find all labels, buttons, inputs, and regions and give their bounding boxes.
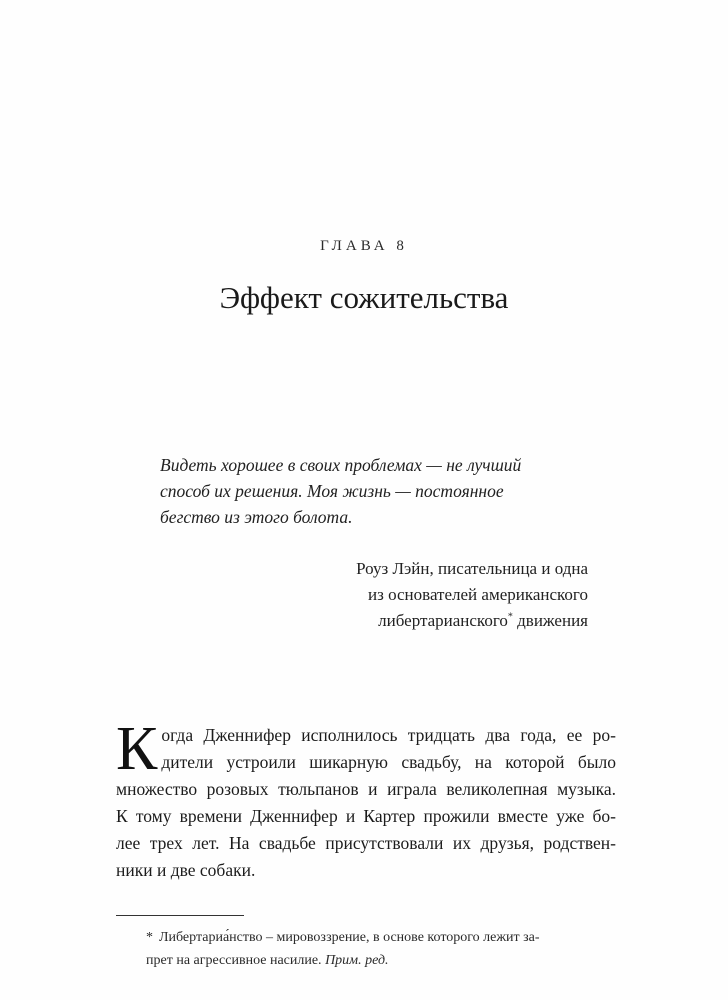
- body-line: К тому времени Дженнифер и Картер прожили вместе уже бо-: [116, 806, 616, 826]
- body-line: множество розовых тюльпанов и играла великолепная музыка.: [116, 779, 616, 799]
- body-line: огда Дженнифер исполнилось тридцать два года, ее ро-: [161, 725, 616, 745]
- body-line: лее трех лет. На свадьбе присутствовали их друзья, родствен-: [116, 833, 616, 853]
- attribution-line: [188, 608, 588, 634]
- body-line: ники и две собаки.: [116, 860, 256, 880]
- epigraph-line: Видеть хорошее в своих проблемах — не лучший: [160, 455, 522, 475]
- footnote-divider: [116, 915, 244, 916]
- footnote-line: [146, 949, 616, 972]
- attribution-line: Роуз Лэйн, писательница и одна: [356, 559, 588, 578]
- chapter-label: ГЛАВА 8: [320, 238, 408, 254]
- attribution-text: либертарианского: [378, 611, 508, 630]
- chapter-title: Эффект сожительства: [219, 280, 509, 315]
- attribution-text: движения: [512, 611, 588, 630]
- footnote-reference[interactable]: *: [507, 611, 513, 623]
- footnote: [146, 926, 616, 972]
- attribution-line: из основателей американского: [368, 585, 588, 604]
- epigraph-line: способ их решения. Моя жизнь — постоянное: [160, 481, 504, 501]
- footnote-marker: *: [146, 930, 153, 945]
- editor-note: Прим. ред.: [325, 953, 389, 968]
- drop-cap: К: [116, 715, 158, 783]
- footnote-text: Либертариа́нство – мировоззрение, в основе которого лежит за-: [159, 930, 540, 945]
- footnote-text: прет на агрессивное насилие.: [146, 953, 326, 968]
- footnote-line: [146, 926, 616, 949]
- epigraph: [160, 452, 600, 530]
- body-line: дители устроили шикарную свадьбу, на которой было: [161, 752, 616, 772]
- body-paragraph: [116, 715, 616, 884]
- epigraph-attribution: [188, 556, 588, 634]
- epigraph-line: бегство из этого болота.: [160, 507, 353, 527]
